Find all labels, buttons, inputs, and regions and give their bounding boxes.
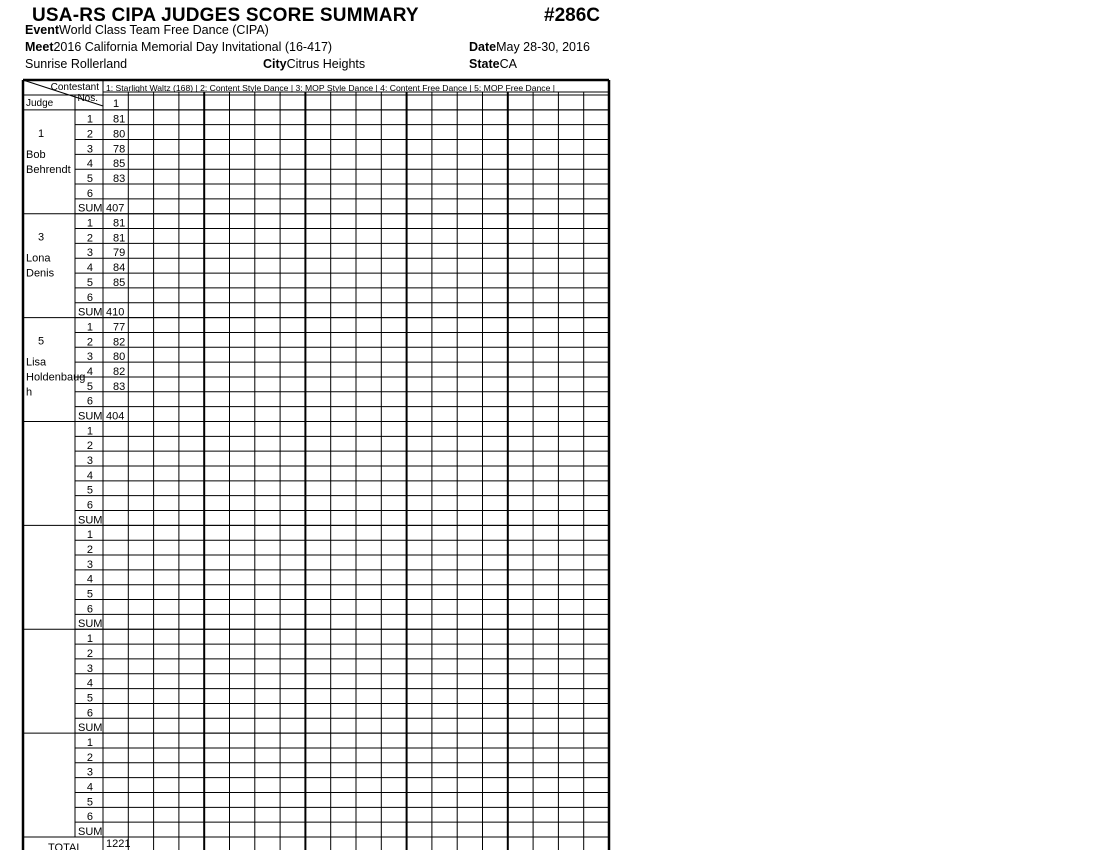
score-cell: 81 bbox=[113, 232, 126, 245]
score-cell: 80 bbox=[113, 351, 126, 364]
score-cell: 85 bbox=[113, 276, 126, 289]
sum-label: SUM bbox=[78, 202, 103, 215]
judge-name: Behrendt bbox=[26, 163, 71, 176]
row-label: 1 bbox=[86, 321, 93, 334]
row-label: 1 bbox=[86, 425, 93, 438]
row-label: 4 bbox=[86, 677, 93, 690]
judge-name: Bob bbox=[26, 148, 46, 161]
score-cell: 77 bbox=[113, 321, 126, 334]
row-label: 3 bbox=[86, 351, 93, 364]
sum-value: 410 bbox=[106, 306, 125, 319]
judge-number: 1 bbox=[37, 127, 45, 140]
venue-name: Sunrise Rollerland bbox=[25, 57, 128, 71]
score-cell: 83 bbox=[113, 380, 126, 393]
meet-label: Meet bbox=[25, 40, 54, 54]
sum-label: SUM bbox=[78, 618, 103, 631]
row-label: 4 bbox=[86, 573, 93, 586]
row-label: 2 bbox=[86, 544, 93, 557]
corner-judge-label: Judge bbox=[26, 98, 54, 109]
row-label: 5 bbox=[86, 588, 93, 601]
row-label: 1 bbox=[86, 113, 93, 126]
row-label: 4 bbox=[86, 262, 93, 275]
row-label: 3 bbox=[86, 558, 93, 571]
page-title: USA-RS CIPA JUDGES SCORE SUMMARY bbox=[32, 5, 419, 26]
judge-name: Denis bbox=[26, 267, 55, 280]
row-label: 4 bbox=[86, 365, 93, 378]
contestant-number: 1 bbox=[112, 97, 120, 110]
sum-label: SUM bbox=[78, 410, 103, 423]
score-cell: 78 bbox=[113, 143, 126, 156]
row-label: 5 bbox=[86, 484, 93, 497]
sum-value: 407 bbox=[106, 202, 125, 215]
row-label: 5 bbox=[86, 276, 93, 289]
row-label: 3 bbox=[86, 662, 93, 675]
row-label: 6 bbox=[86, 707, 93, 720]
city-value: Citrus Heights bbox=[286, 57, 366, 71]
state-value: CA bbox=[499, 57, 517, 71]
score-cell: 82 bbox=[113, 365, 126, 378]
row-label: 5 bbox=[86, 380, 93, 393]
judge-number: 3 bbox=[37, 231, 45, 244]
row-label: 2 bbox=[86, 647, 93, 660]
row-label: 1 bbox=[86, 633, 93, 646]
meet-value: 2016 California Memorial Day Invitational (16-417) bbox=[53, 40, 333, 54]
corner-nos-label: Nos. bbox=[77, 93, 98, 104]
sum-label: SUM bbox=[78, 306, 103, 319]
row-label: 2 bbox=[86, 440, 93, 453]
score-cell: 82 bbox=[113, 336, 126, 349]
row-label: 3 bbox=[86, 143, 93, 156]
row-label: 6 bbox=[86, 811, 93, 824]
judge-name: Holdenbaug bbox=[26, 371, 86, 384]
date-label: Date bbox=[469, 40, 497, 54]
judge-name: h bbox=[26, 386, 33, 399]
judge-number: 5 bbox=[37, 335, 45, 348]
row-label: 5 bbox=[86, 692, 93, 705]
row-label: 2 bbox=[86, 232, 93, 245]
row-label: 5 bbox=[86, 173, 93, 186]
sum-value: 404 bbox=[106, 410, 125, 423]
row-label: 6 bbox=[86, 603, 93, 616]
event-value: World Class Team Free Dance (CIPA) bbox=[59, 23, 269, 37]
row-label: 6 bbox=[86, 499, 93, 512]
row-label: 4 bbox=[86, 158, 93, 171]
document-number: #286C bbox=[544, 5, 600, 26]
city-label: City bbox=[263, 57, 287, 71]
row-label: 2 bbox=[86, 336, 93, 349]
row-label: 4 bbox=[86, 469, 93, 482]
row-label: 3 bbox=[86, 455, 93, 467]
row-label: 1 bbox=[86, 217, 93, 230]
sum-label: SUM bbox=[78, 826, 103, 838]
date-value: May 28-30, 2016 bbox=[496, 40, 590, 54]
score-cell: 81 bbox=[113, 217, 126, 230]
sum-label: SUM bbox=[78, 722, 103, 735]
judge-name: Lona bbox=[26, 252, 51, 265]
total-value: 1221 bbox=[106, 838, 131, 850]
row-label: 4 bbox=[86, 781, 93, 794]
row-label: 6 bbox=[86, 395, 93, 408]
row-label: 6 bbox=[86, 291, 93, 304]
score-cell: 81 bbox=[113, 113, 126, 126]
score-cell: 79 bbox=[113, 247, 126, 260]
row-label: 2 bbox=[86, 751, 93, 764]
judge-name: Lisa bbox=[26, 356, 47, 369]
row-label: 1 bbox=[86, 736, 93, 749]
row-label: 3 bbox=[86, 766, 93, 779]
row-label: 5 bbox=[86, 796, 93, 809]
row-label: 2 bbox=[86, 128, 93, 141]
score-cell: 84 bbox=[113, 262, 126, 275]
corner-contestant-label: Contestant bbox=[50, 82, 99, 93]
score-cell: 80 bbox=[113, 128, 126, 141]
event-columns-header: 1: Starlight Waltz (168) | 2: Content Style Dance | 3: MOP Style Dance | 4: Content Free Dance | 5: MOP Free Dance | bbox=[106, 83, 556, 93]
score-cell: 85 bbox=[113, 158, 126, 171]
row-label: 1 bbox=[86, 529, 93, 542]
row-label: 3 bbox=[86, 247, 93, 260]
event-label: Event bbox=[25, 23, 60, 37]
state-label: State bbox=[469, 57, 500, 71]
total-label: TOTAL bbox=[48, 842, 83, 850]
score-cell: 83 bbox=[113, 173, 126, 186]
row-label: 6 bbox=[86, 187, 93, 200]
sum-label: SUM bbox=[78, 514, 103, 527]
